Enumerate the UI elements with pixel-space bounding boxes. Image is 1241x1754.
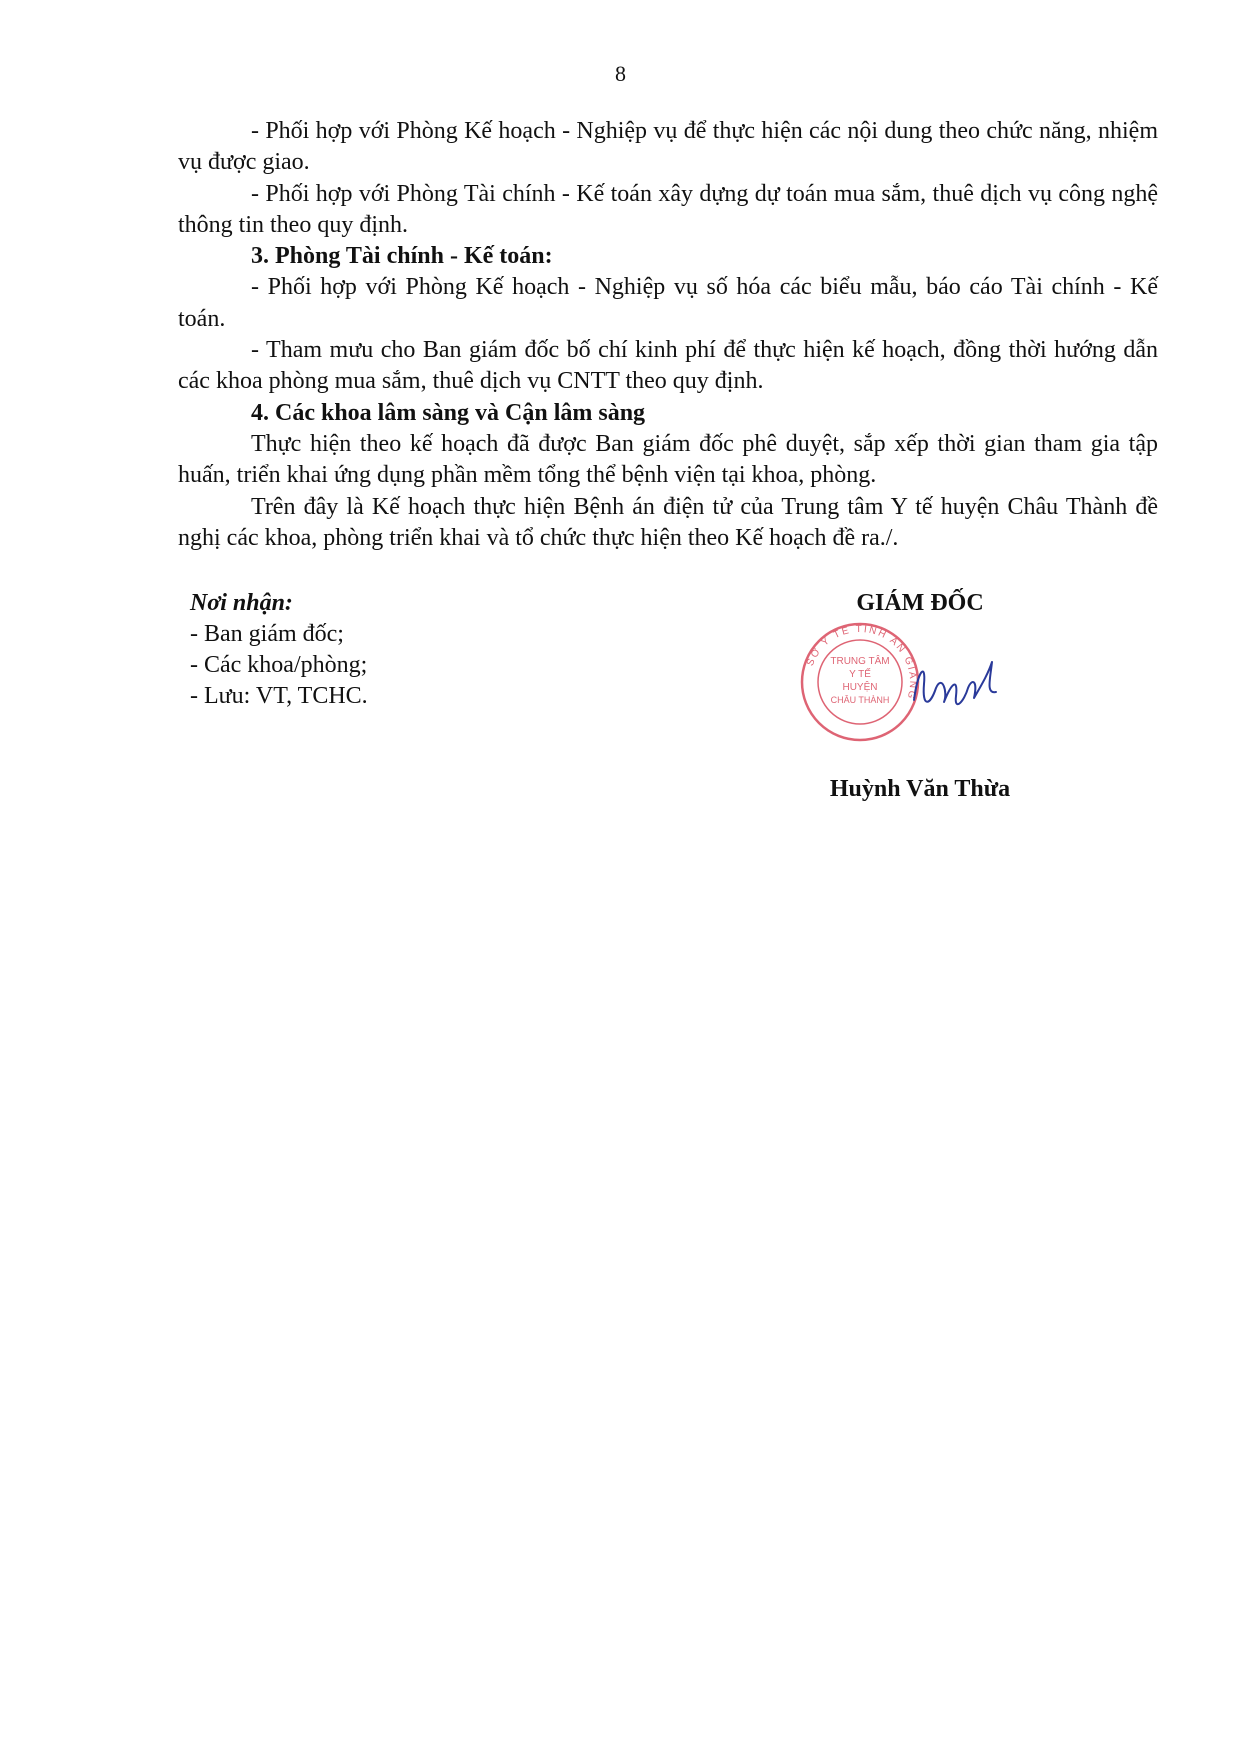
signer-name: Huỳnh Văn Thừa	[829, 776, 1011, 802]
svg-text:TRUNG TÂM: TRUNG TÂM	[830, 656, 890, 667]
recipients-block	[190, 588, 610, 712]
signer-title: GIÁM ĐỐC	[856, 590, 984, 616]
paragraph: - Tham mưu cho Ban giám đốc bố chí kinh phí để thực hiện kế hoạch, đồng thời hướng dẫn các khoa phòng mua sắm, thuê dịch vụ CNTT theo quy định.	[178, 337, 1158, 395]
paragraph: - Phối hợp với Phòng Kế hoạch - Nghiệp vụ để thực hiện các nội dung theo chức năng, nhiệm vụ được giao.	[178, 118, 1158, 176]
svg-text:Y TẾ: Y TẾ	[849, 669, 871, 680]
recipient-item: - Lưu: VT, TCHC.	[190, 683, 368, 709]
stamp-and-signature	[796, 622, 1046, 752]
paragraph: Trên đây là Kế hoạch thực hiện Bệnh án điện tử của Trung tâm Y tế huyện Châu Thành đề nghị các khoa, phòng triển khai và tổ chức thực hiện theo Kế hoạch đề ra./.	[178, 493, 1158, 551]
recipients-title: Nơi nhận:	[190, 590, 293, 616]
paragraph: Thực hiện theo kế hoạch đã được Ban giám đốc phê duyệt, sắp xếp thời gian tham gia tập huấn, triển khai ứng dụng phần mềm tổng thể bệnh viện tại khoa, phòng.	[178, 430, 1158, 489]
paragraph: - Phối hợp với Phòng Tài chính - Kế toán xây dựng dự toán mua sắm, thuê dịch vụ công nghệ thông tin theo quy định.	[178, 180, 1158, 238]
page-number: 8	[615, 61, 626, 86]
recipient-item: - Các khoa/phòng;	[190, 652, 368, 678]
paragraph: - Phối hợp với Phòng Kế hoạch - Nghiệp vụ số hóa các biểu mẫu, báo cáo Tài chính - Kế toán.	[178, 274, 1158, 332]
document-body	[178, 116, 1158, 554]
section-heading: 3. Phòng Tài chính - Kế toán:	[251, 243, 553, 270]
section-heading: 4. Các khoa lâm sàng và Cận lâm sàng	[251, 399, 646, 426]
svg-text:SỞ Y TẾ TỈNH AN GIANG: SỞ Y TẾ TỈNH AN GIANG	[804, 623, 919, 702]
signature-block	[760, 588, 1080, 802]
recipient-item: - Ban giám đốc;	[190, 621, 344, 647]
svg-text:HUYỆN: HUYỆN	[842, 682, 878, 693]
official-stamp-icon	[796, 622, 1046, 752]
svg-text:CHÂU THÀNH: CHÂU THÀNH	[830, 695, 890, 705]
